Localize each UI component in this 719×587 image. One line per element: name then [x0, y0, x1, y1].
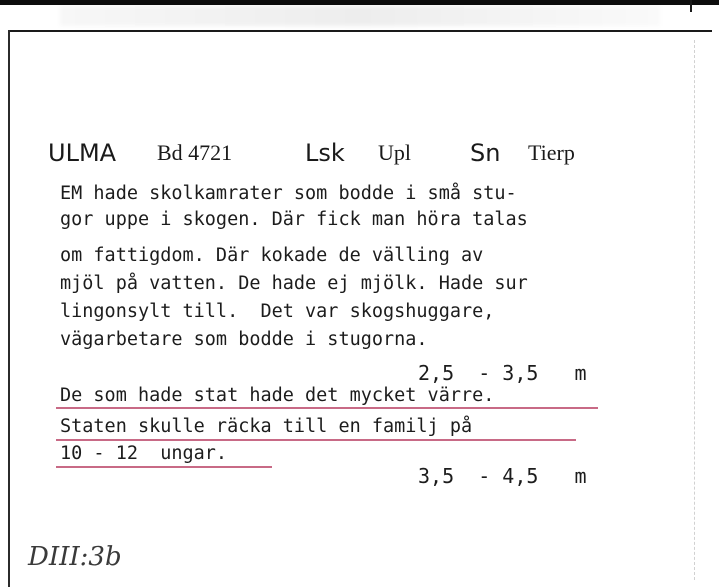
underlined-line-3: 10 - 12 ungar.	[60, 443, 228, 464]
card-border-left	[8, 30, 10, 587]
underline-1	[56, 407, 598, 409]
measurement-1: 2,5 - 3,5 m	[418, 361, 587, 385]
scan-shadow	[60, 6, 660, 26]
landskap-label: Lsk	[305, 139, 345, 167]
archive-code: ULMA	[48, 139, 117, 167]
body-line-2: gor uppe i skogen. Där fick man höra talas	[60, 209, 528, 230]
landskap-value: Upl	[378, 140, 411, 165]
measurement-2: 3,5 - 4,5 m	[418, 464, 587, 488]
body-line-5: lingonsylt till. Det var skogshuggare,	[60, 301, 495, 322]
underline-3	[56, 466, 272, 468]
archive-signature: DIII:3b	[28, 542, 122, 572]
card-border-top	[8, 30, 712, 32]
body-line-6: vägarbetare som bodde i stugorna.	[60, 329, 428, 350]
body-line-4: mjöl på vatten. De hade ej mjölk. Hade sur	[60, 273, 528, 294]
card-right-margin	[694, 40, 696, 580]
underlined-line-2: Staten skulle räcka till en familj på	[60, 416, 473, 437]
card-top-edge	[0, 0, 719, 5]
body-line-1: EM hade skolkamrater som bodde i små stu-	[60, 183, 517, 204]
socken-value: Tierp	[528, 140, 575, 165]
card-notch	[690, 0, 692, 12]
record-number: Bd 4721	[157, 140, 233, 165]
underlined-line-1: De som hade stat hade det mycket värre.	[60, 385, 495, 406]
socken-label: Sn	[470, 139, 501, 167]
body-line-3: om fattigdom. Där kokade de välling av	[60, 245, 484, 266]
